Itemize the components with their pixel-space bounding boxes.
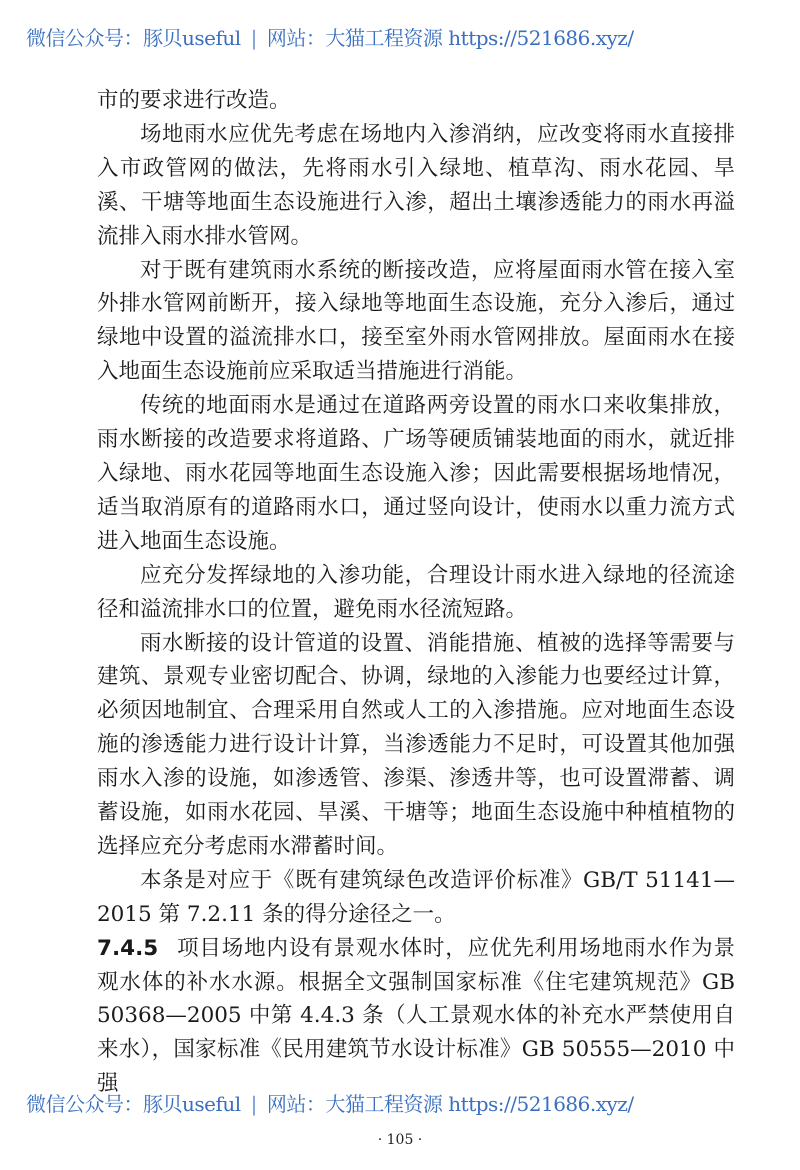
paragraph: 应充分发挥绿地的入渗功能，合理设计雨水进入绿地的径流途径和溢流排水口的位置，避免雨水径流短路。 [97,562,735,622]
section-clause [97,932,735,1102]
watermark-bottom [26,1088,786,1117]
paragraph: 对于既有建筑雨水系统的断接改造，应将屋面雨水管在接入室外排水管网前断开，接入绿地等地面生态设施，充分入渗后，通过绿地中设置的溢流排水口，接至室外雨水管网排放。屋面雨水在接入地面生态设施前应采取适当措施进行消能。 [97,257,735,385]
paragraph: 传统的地面雨水是通过在道路两旁设置的雨水口来收集排放，雨水断接的改造要求将道路、广场等硬质铺装地面的雨水，就近排入绿地、雨水花园等地面生态设施入渗；因此需要根据场地情况，适当取消原有的道路雨水口，通过竖向设计，使雨水以重力流方式进入地面生态设施。 [97,393,735,554]
watermark-wechat: 微信公众号：豚贝useful [26,1092,241,1116]
paragraph: 本条是对应于《既有建筑绿色改造评价标准》GB/T 51141—2015 第 7.2.11 条的得分途径之一。 [97,867,735,927]
watermark-wechat: 微信公众号：豚贝useful [26,26,241,50]
watermark-site: 网站：大猫工程资源 https://521686.xyz/ [266,1092,634,1116]
watermark-top [26,22,786,51]
page-number: · 105 · [377,1132,423,1148]
section-text: 项目场地内设有景观水体时，应优先利用场地雨水作为景观水体的补水水源。根据全文强制国家标准《住宅建筑规范》GB 50368—2005 中第 4.4.3 条（人工景观水体的补充水严禁使用自来水），国家标准《民用建筑节水设计标准》GB 50555—2010 中强 [97,935,735,1097]
section-number: 7.4.5 [97,935,159,961]
paragraph: 场地雨水应优先考虑在场地内入渗消纳，应改变将雨水直接排入市政管网的做法，先将雨水引入绿地、植草沟、雨水花园、旱溪、干塘等地面生态设施进行入渗，超出土壤渗透能力的雨水再溢流排入雨水排水管网。 [97,121,735,249]
document-body [97,84,735,1101]
paragraph: 市的要求进行改造。 [97,88,291,113]
watermark-site: 网站：大猫工程资源 https://521686.xyz/ [266,26,634,50]
paragraph: 雨水断接的设计管道的设置、消能措施、植被的选择等需要与建筑、景观专业密切配合、协调，绿地的入渗能力也要经过计算，必须因地制宜、合理采用自然或人工的入渗措施。应对地面生态设施的渗透能力进行设计计算，当渗透能力不足时，可设置其他加强雨水入渗的设施，如渗透管、渗渠、渗透井等，也可设置滞蓄、调蓄设施，如雨水花园、旱溪、干塘等；地面生态设施中种植植物的选择应充分考虑雨水滞蓄时间。 [97,630,735,859]
watermark-separator: | [250,26,257,50]
watermark-separator: | [250,1092,257,1116]
